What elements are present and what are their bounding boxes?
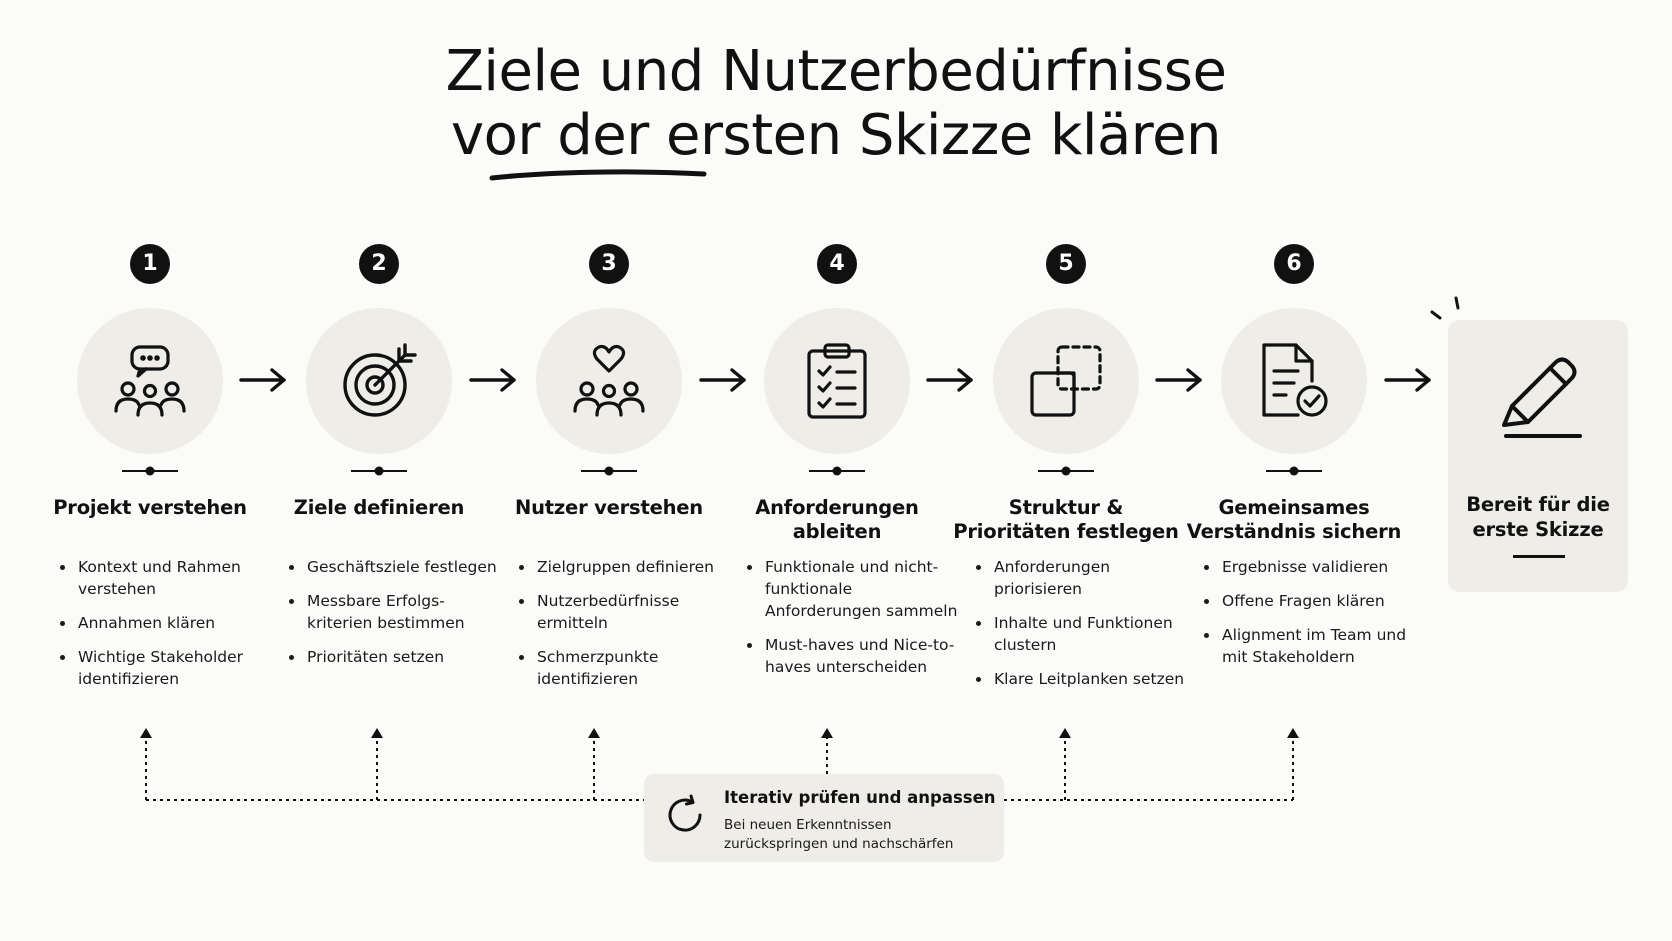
step-title: Struktur & Prioritäten festlegen <box>953 496 1179 543</box>
final-card <box>1448 320 1628 592</box>
iteration-title: Iterativ prüfen und anpassen <box>724 788 996 807</box>
title-line-2: vor der ersten Skizze klären <box>450 103 1222 168</box>
step-icon-circle <box>536 308 682 454</box>
flow-arrow <box>468 366 520 394</box>
step-bullet-list <box>287 556 510 680</box>
flow-arrow <box>1154 366 1206 394</box>
step-icon-circle <box>306 308 452 454</box>
people-chat-icon <box>110 341 190 421</box>
users-heart-icon <box>569 341 649 421</box>
step-bullet: • Klare Leitplanken setzen <box>992 668 1197 690</box>
step-number-badge: 6 <box>1274 244 1314 284</box>
final-title: Bereit für die erste Skizze <box>1466 493 1610 541</box>
step-bullet: • Geschäftsziele festlegen <box>305 556 510 578</box>
step-divider <box>581 465 637 477</box>
refresh-icon <box>662 792 708 838</box>
overlapping-squares-icon <box>1026 341 1106 421</box>
step-bullet: • Inhalte und Funktionen clustern <box>992 612 1197 656</box>
step-number-badge: 4 <box>817 244 857 284</box>
iteration-box <box>644 774 1004 862</box>
step-bullet: • Annahmen klären <box>76 612 281 634</box>
step-bullet: • Prioritäten setzen <box>305 646 510 668</box>
flow-arrow <box>698 366 750 394</box>
step-bullet-list <box>1202 556 1425 680</box>
target-icon <box>339 341 419 421</box>
step-icon-circle <box>764 308 910 454</box>
title-line-1: Ziele und Nutzerbedürfnisse <box>445 39 1227 104</box>
final-underline <box>1513 555 1565 558</box>
sparkle-marks <box>1428 294 1468 324</box>
iteration-text: Bei neuen Erkenntnissen zurückspringen und nachschärfen <box>724 817 954 852</box>
step-title: Gemeinsames Verständnis sichern <box>1186 496 1402 543</box>
clipboard-checklist-icon <box>797 341 877 421</box>
step-bullet-list <box>745 556 968 690</box>
step-bullet-list <box>517 556 740 702</box>
step-number-badge: 1 <box>130 244 170 284</box>
step-bullet: • Alignment im Team und mit Stakeholdern <box>1220 624 1425 668</box>
step-number-badge: 2 <box>359 244 399 284</box>
step-title: Nutzer verstehen <box>514 496 703 519</box>
step-icon-circle <box>993 308 1139 454</box>
step-bullet: • Offene Fragen klären <box>1220 590 1425 612</box>
flow-arrow <box>238 366 290 394</box>
pencil-icon <box>1494 350 1584 450</box>
step-title: Ziele definieren <box>293 496 465 519</box>
step-divider <box>122 465 178 477</box>
step-bullet: • Kontext und Rahmen verstehen <box>76 556 281 600</box>
step-bullet: • Anforderungen priorisieren <box>992 556 1197 600</box>
step-bullet: • Must-haves und Nice-to-haves unterscheiden <box>763 634 968 678</box>
flow-arrow <box>1383 366 1435 394</box>
step-bullet: • Zielgruppen definieren <box>535 556 740 578</box>
step-bullet: • Messbare Erfolgs-kriterien bestimmen <box>305 590 510 634</box>
step-icon-circle <box>1221 308 1367 454</box>
step-title: Projekt verstehen <box>53 496 247 519</box>
flow-arrow <box>925 366 977 394</box>
step-icon-circle <box>77 308 223 454</box>
step-bullet: • Schmerzpunkte identifizieren <box>535 646 740 690</box>
step-bullet: • Ergebnisse validieren <box>1220 556 1425 578</box>
step-title: Anforderungen ableiten <box>755 496 919 543</box>
step-number-badge: 5 <box>1046 244 1086 284</box>
step-bullet-list <box>58 556 281 702</box>
title-underline <box>488 166 708 186</box>
step-divider <box>1038 465 1094 477</box>
step-number-badge: 3 <box>589 244 629 284</box>
step-bullet: • Funktionale und nicht-funktionale Anforderungen sammeln <box>763 556 968 622</box>
step-bullet: • Nutzerbedürfnisse ermitteln <box>535 590 740 634</box>
step-divider <box>1266 465 1322 477</box>
page-title <box>0 40 1672 168</box>
step-divider <box>351 465 407 477</box>
step-divider <box>809 465 865 477</box>
document-check-icon <box>1254 341 1334 421</box>
step-bullet-list <box>974 556 1197 702</box>
step-bullet: • Wichtige Stakeholder identifizieren <box>76 646 281 690</box>
